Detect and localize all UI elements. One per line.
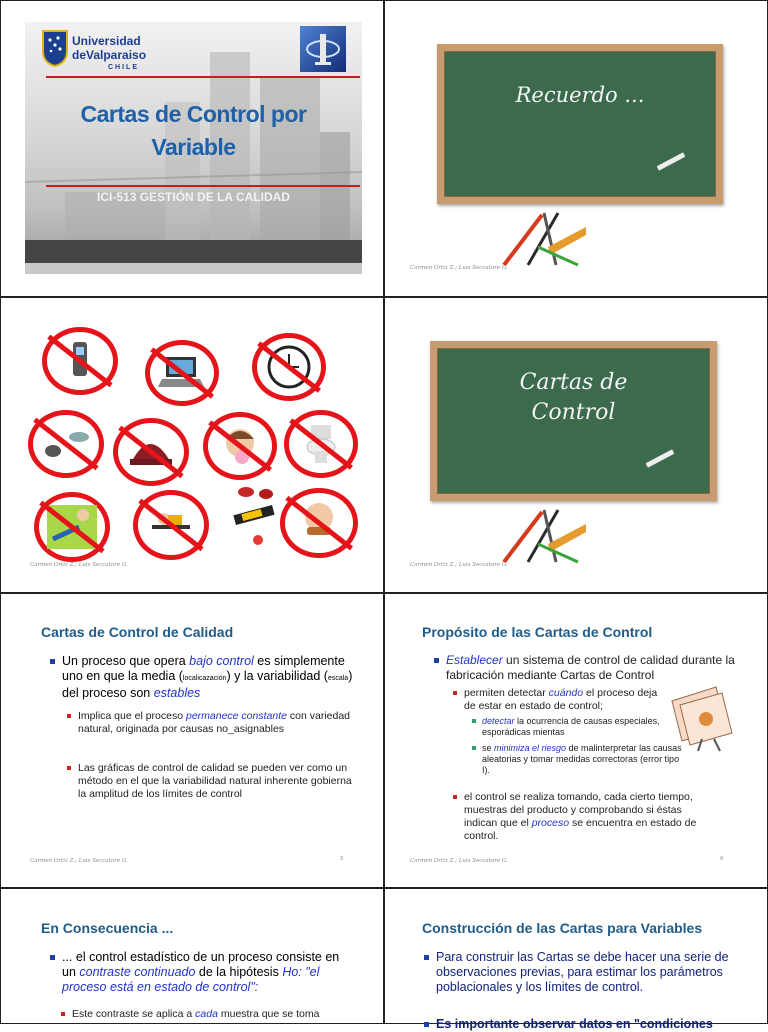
emphasis: cuándo <box>548 687 584 699</box>
detail-bullet-1 <box>482 716 664 738</box>
emphasis: proceso <box>531 817 570 829</box>
row-divider-2 <box>0 592 768 594</box>
university-country: CHILE <box>108 64 139 71</box>
university-name-line-2: deValparaiso <box>72 48 147 62</box>
no-sleeping-icon <box>133 490 209 560</box>
small-text: escala <box>327 675 349 682</box>
page-number: 5 <box>340 856 344 862</box>
slide-1-dark-band <box>25 240 362 263</box>
slide-title: Cartas de Control de Calidad <box>41 624 234 640</box>
slide-title: En Consecuencia ... <box>41 920 174 936</box>
text: el proceso deja de estar en estado de control; <box>464 687 658 712</box>
page-number: 6 <box>720 856 724 862</box>
bullet-1 <box>436 950 736 995</box>
emphasis: Ho: "el proceso está en estado de control": <box>62 965 320 994</box>
text: ... el control estadístico de un proceso consiste en un <box>62 950 340 979</box>
no-toilet-icon <box>284 410 358 478</box>
no-phone-icon <box>42 327 118 395</box>
no-clock-icon <box>252 333 326 401</box>
bullet-1 <box>62 950 352 995</box>
text: Es importante observar datos en "condiciones <box>436 1017 713 1031</box>
text: muestra que se toma <box>217 1008 320 1020</box>
text: es simplemente uno en que la media ( <box>62 654 345 683</box>
no-reclining-icon <box>34 492 110 562</box>
university-shield-icon <box>41 29 69 67</box>
sub-bullet-1 <box>78 710 354 736</box>
chalkboard-text-line-2: Control <box>531 400 616 425</box>
chalk-icon <box>657 152 686 170</box>
bullet-marker <box>453 691 457 695</box>
drafting-tools-icon <box>498 504 590 566</box>
no-laptop-icon <box>145 340 219 406</box>
text: Implica que el proceso <box>78 710 186 722</box>
text: de malinterpretar las causas aleatorias y tomar medidas correctoras (error tipo I). <box>482 743 682 775</box>
course-name: ICI-513 GESTIÓN DE LA CALIDAD <box>97 190 290 204</box>
bullet-marker <box>453 795 457 799</box>
chalkboard <box>437 44 723 204</box>
emphasis: detectar <box>482 716 515 726</box>
text: Para construir las Cartas se debe hacer una serie de observaciones previas, para estimar los parámetros poblacionales y los límites de control. <box>436 950 729 994</box>
bullet-marker <box>472 746 476 750</box>
text: se encuentra en estado de control. <box>464 817 697 842</box>
no-gum-icon <box>203 412 277 480</box>
bullet-marker <box>50 955 55 960</box>
bullet-marker <box>67 714 71 718</box>
emphasis: Establecer <box>446 653 503 667</box>
no-headphones-icon <box>28 410 104 478</box>
university-name-line-1: Universidad <box>72 34 141 48</box>
row-divider-1 <box>0 296 768 298</box>
text: con variedad natural, originada por causas no_asignables <box>78 710 351 735</box>
text: Un proceso que opera <box>62 654 190 668</box>
sub-bullet-1 <box>464 687 664 713</box>
emphasis: estables <box>153 686 201 700</box>
chalkboard-text-line-1: Cartas de <box>519 370 628 395</box>
text: el control se realiza tomando, cada cierto tiempo, muestras del producto y comprobando si éstas indican que el <box>464 791 693 829</box>
title-rule-top <box>46 76 360 78</box>
column-divider <box>383 0 385 1024</box>
emphasis: contraste continuado <box>79 965 196 979</box>
text: ) y la variabilidad ( <box>226 669 328 683</box>
text: ) del proceso son <box>62 669 353 700</box>
footer-authors: Carmen Ortiz Z.; Luis Seccatore G. <box>410 265 508 271</box>
bullet-marker <box>61 1012 65 1016</box>
emphasis: permanece constante <box>185 710 287 722</box>
candy-icon <box>232 484 280 548</box>
bullet-1 <box>446 653 736 683</box>
slide-title: Construcción de las Cartas para Variables <box>422 920 703 936</box>
chalkboard <box>430 341 717 501</box>
footer-authors: Carmen Ortiz Z.; Luis Seccatore G. <box>30 858 128 864</box>
sub-bullet-2 <box>78 762 354 801</box>
bullet-marker <box>50 659 55 664</box>
no-cap-icon <box>113 418 189 486</box>
detail-bullet-2 <box>482 743 682 776</box>
chalk-icon <box>646 449 675 467</box>
bullet-marker <box>472 719 476 723</box>
small-text: localicazación <box>182 675 227 682</box>
emphasis: minimiza el riesgo <box>494 743 567 753</box>
title-rule-bottom <box>46 185 360 187</box>
footer-authors: Carmen Ortiz Z.; Luis Seccatore G. <box>410 562 508 568</box>
text: se <box>482 743 495 753</box>
text: un sistema de control de calidad durante la fabricación mediante Cartas de Control <box>446 653 735 682</box>
chalkboard-text: Recuerdo ... <box>515 83 645 107</box>
text: Las gráficas de control de calidad se pueden ver como un método en el que la variabilidad natural inherente gobierna la amplitud de los límites de control <box>78 762 352 800</box>
emphasis: cada <box>195 1008 218 1020</box>
bullet-marker <box>424 955 429 960</box>
sub-bullet-2 <box>464 791 704 843</box>
bullet-marker <box>424 1022 429 1027</box>
text: permiten detectar <box>464 687 549 699</box>
emphasis: bajo control <box>189 654 254 668</box>
bullet-2 <box>436 1017 736 1032</box>
footer-authors: Carmen Ortiz Z.; Luis Seccatore G. <box>30 562 128 568</box>
text: Este contraste se aplica a <box>72 1008 196 1020</box>
slide-1-title-line-1: Cartas de Control por <box>80 101 307 127</box>
row-divider-3 <box>0 887 768 889</box>
documents-clipart-icon <box>666 683 744 753</box>
slide-title: Propósito de las Cartas de Control <box>422 624 653 640</box>
sub-bullet-1 <box>72 1008 362 1021</box>
drafting-tools-icon <box>498 207 590 269</box>
no-eating-icon <box>280 488 358 558</box>
bullet-marker <box>434 658 439 663</box>
engineering-logo-icon <box>300 26 346 72</box>
slide-1-light-band <box>25 263 362 274</box>
text: de la hipótesis <box>195 965 283 979</box>
footer-authors: Carmen Ortiz Z.; Luis Seccatore G. <box>410 858 508 864</box>
bullet-marker <box>67 766 71 770</box>
slide-1-title-line-2: Variable <box>151 134 236 160</box>
bullet-1 <box>62 654 362 701</box>
text: la ocurrencia de causas especiales, esporádicas mientas <box>482 716 660 737</box>
